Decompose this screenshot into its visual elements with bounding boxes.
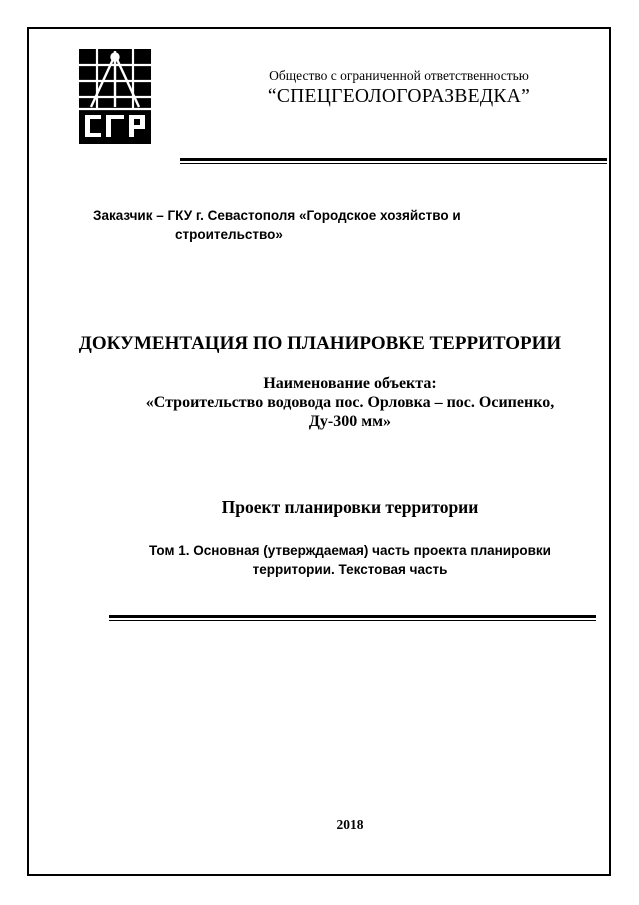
header-divider (180, 158, 607, 164)
customer-line-2: строительство» (175, 227, 283, 242)
organization-name: “СПЕЦГЕОЛОГОРАЗВЕДКА” (267, 86, 531, 107)
volume-line-2: территории. Текстовая часть (252, 562, 448, 577)
customer-block (93, 206, 593, 244)
customer-line-1: Заказчик – ГКУ г. Севастополя «Городское хозяйство и (93, 208, 461, 223)
object-label: Наименование объекта: (263, 375, 437, 392)
sgr-logo-icon (79, 49, 151, 144)
document-title: ДОКУМЕНТАЦИЯ ПО ПЛАНИРОВКЕ ТЕРРИТОРИИ (78, 333, 562, 354)
document-year: 2018 (336, 817, 364, 832)
page-frame (27, 27, 611, 876)
object-name-line-2: Ду-300 мм» (308, 413, 392, 430)
footer-divider (109, 615, 596, 621)
volume-line-1: Том 1. Основная (утверждаемая) часть проекта планировки (149, 543, 551, 558)
volume-block (100, 541, 600, 579)
organization-type: Общество с ограниченной ответственностью (269, 68, 529, 83)
object-block (100, 374, 600, 431)
project-title: Проект планировки территории (221, 497, 479, 517)
object-name-line-1: «Строительство водовода пос. Орловка – пос. Осипенко, (145, 394, 555, 411)
